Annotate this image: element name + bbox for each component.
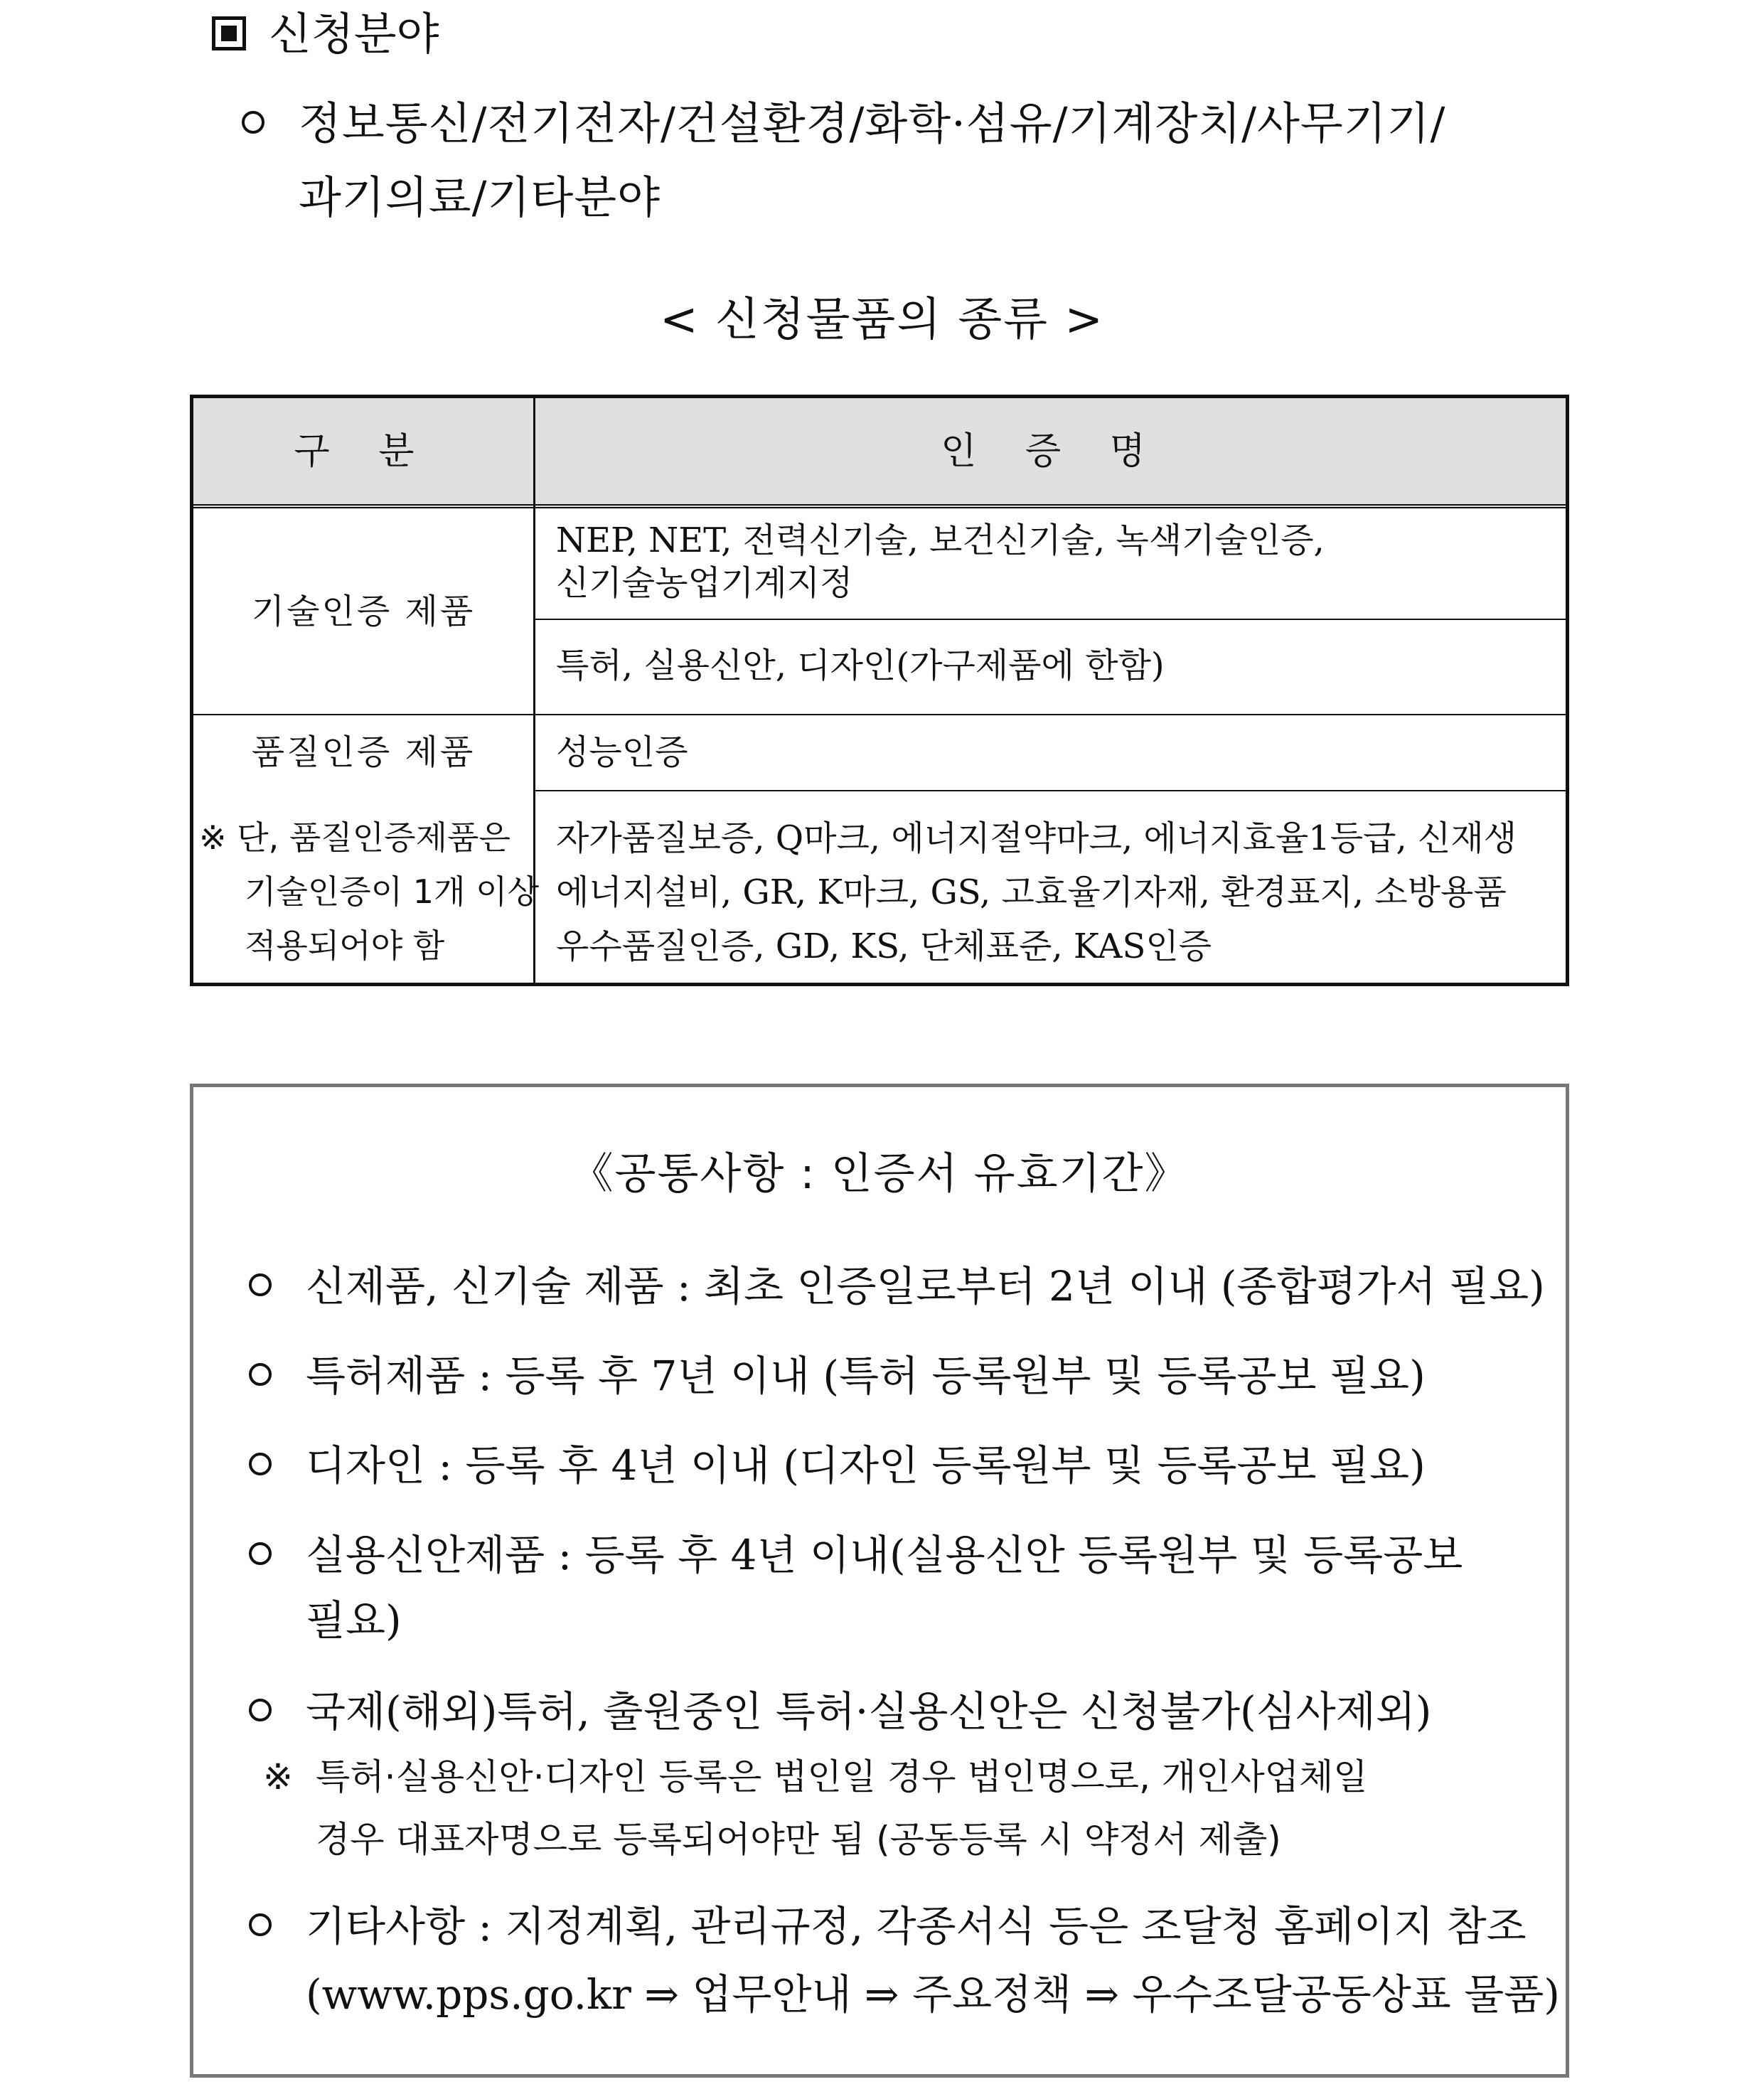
quality-category-cell: 품질인증 제품 <box>251 732 476 772</box>
notice-registration-note-line-1: 특허·실용신안·디자인 등록은 법인일 경우 법인명으로, 개인사업체일 <box>316 1756 1368 1797</box>
tech-category-cell: 기술인증 제품 <box>251 592 476 631</box>
tech-cert-line-2: 신기술농업기계지정 <box>556 563 853 603</box>
quality-cert-performance: 성능인증 <box>556 732 688 772</box>
certification-table <box>190 395 1569 986</box>
circle-bullet-icon <box>249 1913 272 1936</box>
tech-cert-patent: 특허, 실용신안, 디자인(가구제품에 한함) <box>556 646 1165 685</box>
notice-item-international: 국제(해외)특허, 출원중인 특허·실용신안은 신청불가(심사제외) <box>306 1687 1432 1736</box>
notice-item-utility-line-2: 필요) <box>306 1596 402 1645</box>
circle-bullet-icon <box>242 111 264 134</box>
notice-item-etc-line-2: (www.pps.go.kr ⇒ 업무안내 ⇒ 주요정책 ⇒ 우수조달공동상표 물품) <box>306 1970 1560 2019</box>
circle-bullet-icon <box>249 1273 272 1296</box>
quality-cert-line-2: 에너지설비, GR, K마크, GS, 고효율기자재, 환경표지, 소방용품 <box>556 872 1507 912</box>
quality-note-line-3: 적용되어야 함 <box>245 926 445 965</box>
table-header-row <box>193 398 1566 508</box>
row-divider <box>193 714 1566 715</box>
notice-item-utility-line-1: 실용신안제품 : 등록 후 4년 이내(실용신안 등록원부 및 등록공보 <box>306 1531 1463 1579</box>
notice-item-new-product: 신제품, 신기술 제품 : 최초 인증일로부터 2년 이내 (종합평가서 필요) <box>306 1262 1545 1310</box>
notice-title: 《공통사항 : 인증서 유효기간》 <box>570 1149 1189 1199</box>
header-category: 구 분 <box>294 430 433 473</box>
section-heading <box>212 6 439 63</box>
square-bullet-icon <box>212 16 246 50</box>
quality-cert-line-1: 자가품질보증, Q마크, 에너지절약마크, 에너지효율1등급, 신재생 <box>556 818 1517 858</box>
notice-registration-note-line-2: 경우 대표자명으로 등록되어야만 됨 (공동등록 시 약정서 제출) <box>316 1819 1281 1860</box>
quality-cert-line-3: 우수품질인증, GD, KS, 단체표준, KAS인증 <box>556 926 1212 966</box>
quality-note-line-2: 기술인증이 1개 이상 <box>245 872 539 911</box>
row-divider <box>535 619 1566 620</box>
table-caption: < 신청물품의 종류 > <box>659 294 1105 346</box>
fields-line-2: 과기의료/기타분야 <box>299 171 661 223</box>
circle-bullet-icon <box>249 1542 272 1565</box>
row-divider <box>535 790 1566 791</box>
fields-line-1: 정보통신/전기전자/건설환경/화학·섬유/기계장치/사무기기/ <box>299 97 1446 149</box>
tech-cert-line-1: NEP, NET, 전력신기술, 보건신기술, 녹색기술인증, <box>556 520 1325 560</box>
notice-item-patent: 특허제품 : 등록 후 7년 이내 (특허 등록원부 및 등록공보 필요) <box>306 1352 1426 1400</box>
circle-bullet-icon <box>249 1363 272 1386</box>
notice-item-design: 디자인 : 등록 후 4년 이내 (디자인 등록원부 및 등록공보 필요) <box>306 1441 1426 1490</box>
common-notice-box <box>190 1084 1569 2078</box>
section-heading-text: 신청분야 <box>269 8 439 60</box>
header-cert-name: 인 증 명 <box>941 430 1164 473</box>
notice-item-etc-line-1: 기타사항 : 지정계획, 관리규정, 각종서식 등은 조달청 홈페이지 참조 <box>306 1902 1527 1950</box>
circle-bullet-icon <box>249 1699 272 1721</box>
quality-note-line-1: ※ 단, 품질인증제품은 <box>199 818 511 857</box>
reference-mark: ※ <box>263 1756 293 1797</box>
circle-bullet-icon <box>249 1453 272 1475</box>
